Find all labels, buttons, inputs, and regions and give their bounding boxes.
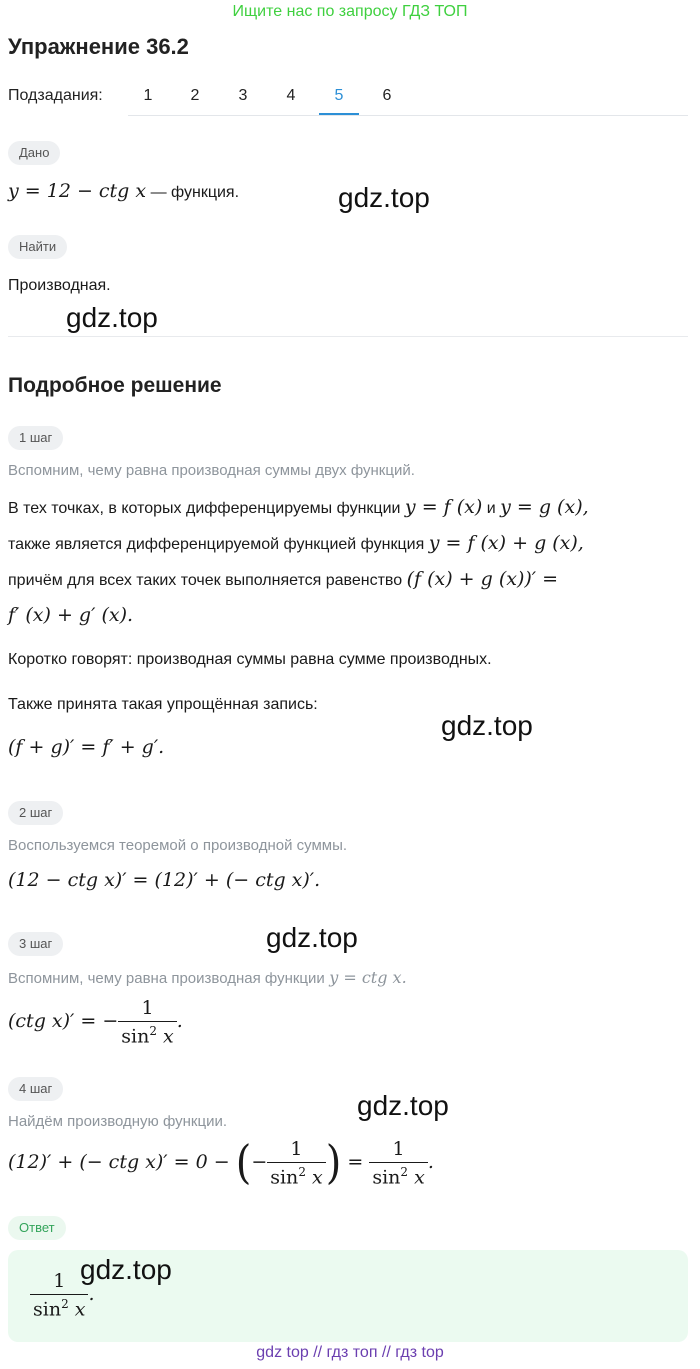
open-paren: (: [235, 1136, 252, 1190]
step-3-fraction: [118, 997, 176, 1047]
fraction-denominator: $\sin^2 x$: [270, 1165, 323, 1189]
step-3-hint: Вспомним, чему равна производная функции: [8, 970, 325, 987]
step-1-formula-sum: y = f (x) + g (x),: [428, 532, 584, 554]
given-row: [8, 180, 239, 202]
watermark: gdz.top: [80, 1254, 172, 1285]
step-1-summary: Коротко говорят: производная суммы равна сумме производных.: [8, 651, 492, 668]
step-3-formula-end: .: [176, 1010, 183, 1033]
step-2-chip: 2 шаг: [8, 801, 63, 825]
step-1-line-3: [8, 568, 558, 590]
given-text: — функция.: [150, 184, 240, 201]
find-chip: Найти: [8, 235, 67, 259]
section-divider: [8, 336, 688, 337]
page-title: Упражнение 36.2: [8, 34, 189, 59]
answer-formula-end: .: [88, 1283, 95, 1306]
step-1-shortform-formula: (f + g)′ = f′ + g′.: [8, 736, 165, 758]
solution-title: Подробное решение: [8, 374, 222, 397]
close-paren: ): [325, 1136, 342, 1190]
step-4-equals: =: [347, 1151, 364, 1174]
step-1-line-1: [8, 496, 589, 518]
step-3-hint-row: [8, 968, 407, 988]
step-2-formula: (12 − ctg x)′ = (12)′ + (− ctg x)′.: [8, 869, 321, 891]
step-1-shortform-text: Также принята такая упрощённая запись:: [8, 696, 318, 713]
find-text: Производная.: [8, 277, 111, 294]
watermark: gdz.top: [441, 710, 533, 741]
fraction-denominator: $\sin^2 x$: [121, 1024, 174, 1048]
fraction-numerator: 1: [118, 997, 176, 1022]
subtask-divider: [128, 115, 688, 116]
step-1-formula-f: y = f (x): [404, 496, 483, 518]
step-1-line-2: [8, 532, 584, 554]
subtask-tab-6[interactable]: 6: [382, 87, 392, 104]
step-3-hint-formula: y = ctg x.: [329, 968, 407, 987]
fraction-numerator: 1: [30, 1270, 88, 1295]
subtasks-label: Подзадания:: [8, 87, 103, 104]
step-2-hint: Воспользуемся теоремой о производной суммы.: [8, 837, 348, 854]
step-4-chip: 4 шаг: [8, 1077, 63, 1101]
footer-links[interactable]: gdz top // гдз топ // гдз top: [256, 1344, 444, 1361]
given-formula: y = 12 − ctg x: [8, 180, 147, 202]
fraction-denominator: $\sin^2 x$: [372, 1165, 425, 1189]
inner-minus: −: [251, 1151, 268, 1174]
step-4-fraction-inner: [267, 1138, 325, 1188]
step-4-fraction-result: [369, 1138, 427, 1188]
step-1-text-and: и: [486, 500, 496, 517]
step-1-text-c: причём для всех таких точек выполняется равенство: [8, 572, 403, 589]
step-1-formula-g: y = g (x),: [500, 496, 589, 518]
watermark: gdz.top: [338, 182, 430, 213]
step-1-formula-result: f′ (x) + g′ (x).: [8, 604, 134, 626]
step-3-formula-left: (ctg x)′ = −: [8, 1010, 119, 1033]
step-1-hint: Вспомним, чему равна производная суммы двух функций.: [8, 462, 415, 479]
active-tab-indicator: [319, 113, 359, 115]
subtask-tab-1[interactable]: 1: [143, 87, 153, 104]
step-4-formula: [8, 1138, 434, 1188]
step-1-chip: 1 шаг: [8, 426, 63, 450]
fraction-numerator: 1: [267, 1138, 325, 1163]
subtask-tab-4[interactable]: 4: [286, 87, 296, 104]
step-1-text-a: В тех точках, в которых дифференцируемы функции: [8, 500, 401, 517]
subtask-tab-2[interactable]: 2: [190, 87, 200, 104]
step-4-formula-end: .: [427, 1151, 434, 1174]
step-3-chip: 3 шаг: [8, 932, 63, 956]
step-4-hint: Найдём производную функции.: [8, 1113, 227, 1130]
step-1-formula-derivative: (f (x) + g (x))′ =: [406, 568, 559, 590]
answer-chip: Ответ: [8, 1216, 66, 1240]
step-3-formula: [8, 997, 183, 1047]
fraction-denominator: $\sin^2 x$: [33, 1297, 86, 1321]
top-banner: Ищите нас по запросу ГДЗ ТОП: [232, 3, 468, 20]
watermark: gdz.top: [66, 302, 158, 333]
subtask-tab-5[interactable]: 5: [334, 87, 344, 104]
given-chip: Дано: [8, 141, 60, 165]
step-1-text-b: также является дифференцируемой функцией функция: [8, 536, 425, 553]
step-4-formula-left: (12)′ + (− ctg x)′ = 0 −: [8, 1151, 230, 1174]
subtask-tab-3[interactable]: 3: [238, 87, 248, 104]
watermark: gdz.top: [266, 922, 358, 953]
watermark: gdz.top: [357, 1090, 449, 1121]
fraction-numerator: 1: [369, 1138, 427, 1163]
